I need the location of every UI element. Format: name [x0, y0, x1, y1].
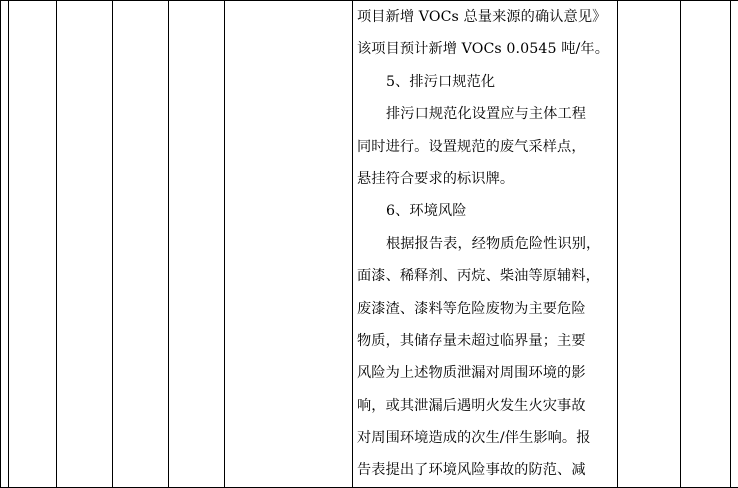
table-cell-col-7 [618, 1, 681, 488]
content-cell [353, 1, 618, 488]
content-line: 对周围环境造成的次生/伴生影响。报 [357, 422, 617, 454]
table-row [1, 1, 738, 488]
content-line: 物质，其储存量未超过临界量；主要 [357, 325, 617, 357]
content-line: 根据报告表，经物质危险性识别， [357, 228, 617, 260]
content-line: 排污口规范化设置应与主体工程 [357, 98, 617, 130]
table-cell-col-5 [225, 1, 353, 488]
content-line: 同时进行。设置规范的废气采样点， [357, 131, 617, 163]
table-cell-col-4 [169, 1, 225, 488]
content-line: 5、排污口规范化 [357, 66, 617, 98]
content-text-block [357, 1, 617, 487]
content-line: 废漆渣、漆料等危险废物为主要危险 [357, 293, 617, 325]
content-line: 该项目预计新增 VOCs 0.0545 吨/年。 [357, 33, 617, 65]
table-cell-col-8 [681, 1, 731, 488]
content-line: 告表提出了环境风险事故的防范、减 [357, 454, 617, 486]
content-line: 悬挂符合要求的标识牌。 [357, 163, 617, 195]
table-cell-edge-left [1, 1, 9, 488]
content-line: 6、环境风险 [357, 195, 617, 227]
content-line: 风险为上述物质泄漏对周围环境的影 [357, 357, 617, 389]
table-cell-edge-right [731, 1, 738, 488]
table-cell-col-3 [113, 1, 169, 488]
content-line: 响，或其泄漏后遇明火发生火灾事故 [357, 390, 617, 422]
table-cell-col-2 [57, 1, 113, 488]
content-line: 面漆、稀释剂、丙烷、柴油等原辅料， [357, 260, 617, 292]
content-line: 项目新增 VOCs 总量来源的确认意见》 [357, 1, 617, 33]
table-cell-col-1 [9, 1, 57, 488]
